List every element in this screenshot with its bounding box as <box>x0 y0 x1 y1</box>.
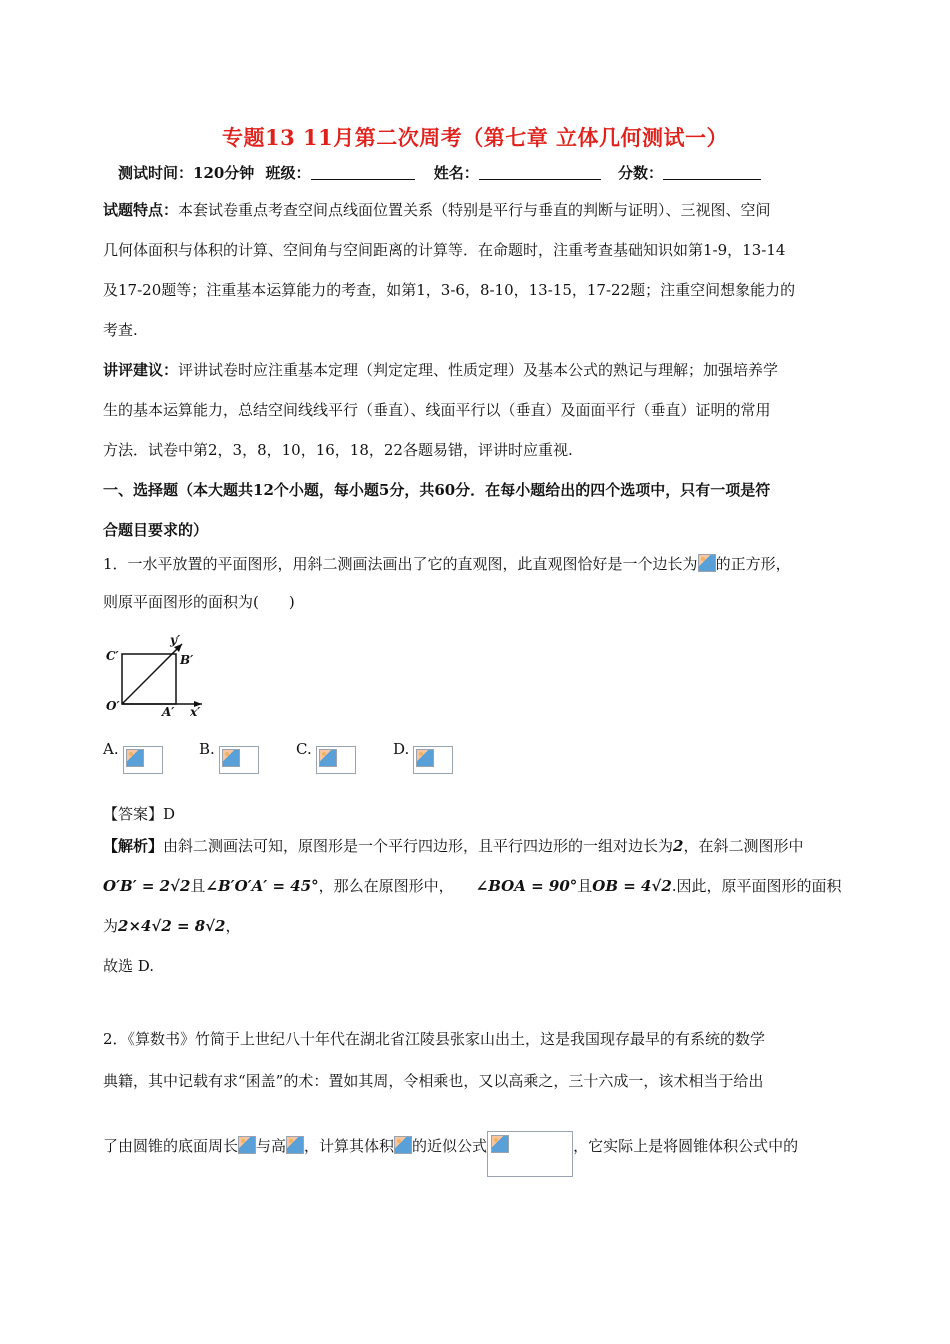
option-c[interactable] <box>296 740 356 774</box>
q1-analysis <box>103 826 863 986</box>
option-b-label: B. <box>199 740 215 758</box>
broken-image-icon <box>238 1136 256 1154</box>
advice-label: 讲评建议： <box>103 361 179 379</box>
option-a-image <box>123 746 163 774</box>
conj-1: 且 <box>190 877 206 895</box>
equation-area: 2×4√2 = 8√2 <box>118 917 226 935</box>
section-heading-line2: 合题目要求的） <box>103 521 209 539</box>
features-line1: 本套试卷重点考查空间点线面位置关系（特别是平行与垂直的判断与证明）、三视图、空间 <box>178 201 771 219</box>
question-1-stem <box>103 545 863 621</box>
label-a: A′ <box>162 705 175 719</box>
q2-line3-c: ，计算其体积 <box>304 1137 395 1155</box>
option-c-image <box>316 746 356 774</box>
section-heading-line1: 一、选择题（本大题共12个小题，每小题5分，共60分．在每小题给出的四个选项中，只有一项是符 <box>103 481 771 499</box>
label-x: x′ <box>190 705 201 719</box>
q1-stem-b: 的正方形， <box>715 555 791 573</box>
advice-line3: 方法．试卷中第2，3，8，10，16，18，22各题易错，评讲时应重视. <box>103 441 573 459</box>
analysis-line3-pre: 为 <box>103 917 119 935</box>
equation-ob-prime: O′B′ = 2√2 <box>103 877 191 895</box>
advice-paragraph <box>103 350 863 470</box>
section-heading <box>103 470 863 550</box>
analysis-conclusion: 故选 D. <box>103 957 155 975</box>
q2-line3-e: ，它实际上是将圆锥体积公式中的 <box>573 1137 799 1155</box>
analysis-line1: 由斜二测画法可知，原图形是一个平行四边形，且平行四边形的一组对边长为 <box>163 837 674 855</box>
q1-stem-a: 1．一水平放置的平面图形，用斜二测画法画出了它的直观图，此直观图恰好是一个边长为 <box>103 555 698 573</box>
option-b[interactable] <box>199 740 259 774</box>
broken-image-icon <box>319 749 337 767</box>
analysis-line3-post: ， <box>225 917 241 935</box>
option-a-label: A. <box>103 740 119 758</box>
broken-image-icon <box>126 749 144 767</box>
formula-image <box>487 1131 573 1177</box>
option-d-image <box>413 746 453 774</box>
q2-line3-a: 了由圆锥的底面周长 <box>103 1137 239 1155</box>
question-2-stem <box>103 1018 863 1102</box>
option-c-label: C. <box>296 740 312 758</box>
class-field[interactable] <box>311 164 415 180</box>
analysis-label: 【解析】 <box>103 837 164 855</box>
broken-image-icon <box>222 749 240 767</box>
q1-oblique-square-figure <box>104 632 214 724</box>
analysis-tail: .因此，原平面图形的面积 <box>671 877 842 895</box>
score-label: 分数： <box>618 164 664 182</box>
equation-angle-prime: ∠B′O′A′ = 45° <box>205 877 319 895</box>
broken-image-icon <box>698 554 716 572</box>
q1-stem-c: 则原平面图形的面积为( ) <box>103 593 295 611</box>
test-meta <box>118 162 761 183</box>
broken-image-icon <box>416 749 434 767</box>
label-b: B′ <box>180 653 194 667</box>
features-label: 试题特点： <box>103 201 179 219</box>
q2-line1: 2．《算数书》竹简于上世纪八十年代在湖北省江陵县张家山出土，这是我国现存最早的有系统的数学 <box>103 1030 766 1048</box>
analysis-line1-end: ，在斜二测图形中 <box>683 837 804 855</box>
option-a[interactable] <box>103 740 163 774</box>
features-line2: 几何体面积与体积的计算、空间角与空间距离的计算等．在命题时，注重考查基础知识如第1-9，13-14 <box>103 241 786 259</box>
advice-line1: 评讲试卷时应注重基本定理（判定定理、性质定理）及基本公式的熟记与理解；加强培养学 <box>178 361 779 379</box>
analysis-mid: ，那么在原图形中， <box>318 877 454 895</box>
analysis-value-2: 2 <box>673 837 684 855</box>
name-label: 姓名： <box>433 164 479 182</box>
label-c: C′ <box>106 649 119 663</box>
features-line3: 及17-20题等；注重基本运算能力的考查，如第1，3-6，8-10，13-15，17-22题；注重空间想象能力的 <box>103 281 796 299</box>
label-y: y′ <box>170 633 181 647</box>
q2-line3-d: 的近似公式 <box>412 1137 488 1155</box>
features-paragraph <box>103 190 863 350</box>
label-o: O′ <box>106 699 120 713</box>
q1-answer: 【答案】D <box>103 805 176 823</box>
broken-image-icon <box>491 1135 509 1153</box>
class-label: 班级： <box>265 164 311 182</box>
score-field[interactable] <box>663 164 761 180</box>
q2-line2: 典籍，其中记载有求“囷盖”的术：置如其周，令相乘也，又以高乘之，三十六成一，该术相当于给出 <box>103 1072 764 1090</box>
equation-ob: OB = 4√2 <box>592 877 672 895</box>
option-b-image <box>219 746 259 774</box>
option-d[interactable] <box>393 740 453 774</box>
conj-2: 且 <box>577 877 593 895</box>
name-field[interactable] <box>479 164 601 180</box>
broken-image-icon <box>394 1136 412 1154</box>
page-title: 专题13 11月第二次周考（第七章 立体几何测试一） <box>221 125 729 150</box>
q2-line3 <box>103 1126 863 1177</box>
q2-line3-b: 与高 <box>256 1137 287 1155</box>
y-axis-diagonal <box>122 644 182 704</box>
option-d-label: D. <box>393 740 410 758</box>
features-line4: 考查. <box>103 321 138 339</box>
equation-angle-boa: ∠BOA = 90° <box>475 877 578 895</box>
advice-line2: 生的基本运算能力，总结空间线线平行（垂直）、线面平行以（垂直）及面面平行（垂直）证明的常用 <box>103 401 771 419</box>
broken-image-icon <box>286 1136 304 1154</box>
time-label: 测试时间：120分钟 <box>118 164 255 182</box>
